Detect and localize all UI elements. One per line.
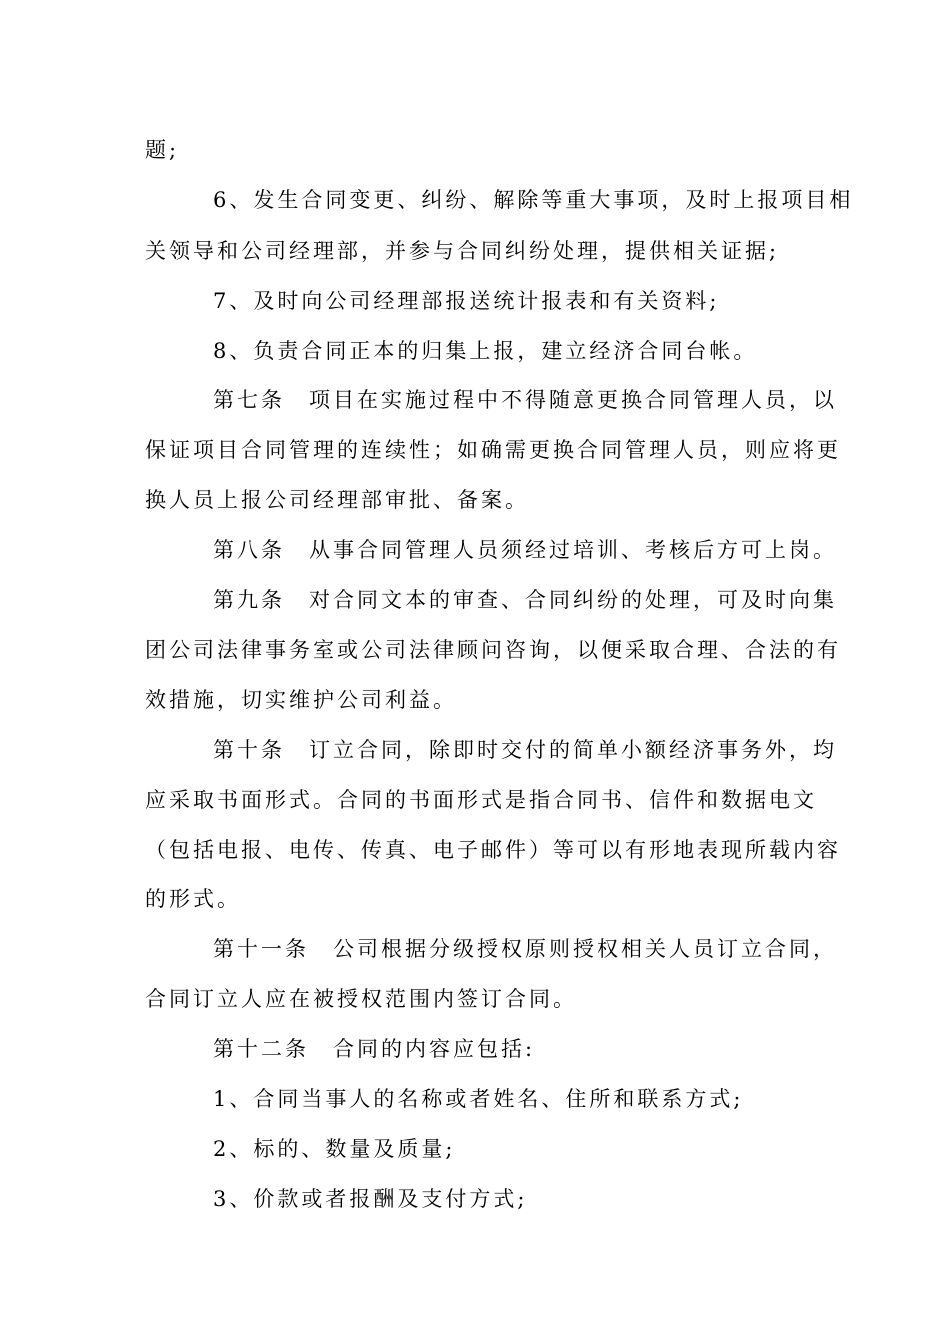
- text-line-15: （包括电报、电传、传真、电子邮件）等可以有形地表现所载内容: [145, 838, 841, 862]
- text-line-9: 第八条 从事合同管理人员须经过培训、考核后方可上岗。: [213, 538, 837, 562]
- text-line-4: 7、及时向公司经理部报送统计报表和有关资料;: [213, 289, 720, 313]
- text-line-5: 8、负责合同正本的归集上报，建立经济合同台帐。: [213, 339, 758, 363]
- text-line-14: 应采取书面形式。合同的书面形式是指合同书、信件和数据电文: [145, 788, 817, 812]
- text-line-10: 第九条 对合同文本的审查、合同纠纷的处理，可及时向集: [213, 588, 837, 612]
- text-line-12: 效措施，切实维护公司利益。: [145, 688, 457, 712]
- text-line-1: 题;: [145, 138, 180, 162]
- text-line-16: 的形式。: [145, 887, 241, 911]
- text-line-18: 合同订立人应在被授权范围内签订合同。: [145, 987, 577, 1011]
- text-line-19: 第十二条 合同的内容应包括:: [213, 1037, 536, 1061]
- text-line-3: 关领导和公司经理部，并参与合同纠纷处理，提供相关证据;: [145, 239, 780, 263]
- text-line-8: 换人员上报公司经理部审批、备案。: [145, 488, 529, 512]
- text-line-6: 第七条 项目在实施过程中不得随意更换合同管理人员，以: [213, 388, 837, 412]
- text-line-17: 第十一条 公司根据分级授权原则授权相关人员订立合同，: [213, 937, 837, 961]
- text-line-11: 团公司法律事务室或公司法律顾问咨询，以便采取合理、合法的有: [145, 638, 841, 662]
- text-line-22: 3、价款或者报酬及支付方式;: [213, 1187, 528, 1211]
- text-line-20: 1、合同当事人的名称或者姓名、住所和联系方式;: [213, 1087, 744, 1111]
- text-line-13: 第十条 订立合同，除即时交付的简单小额经济事务外，均: [213, 738, 837, 762]
- text-line-2: 6、发生合同变更、纠纷、解除等重大事项，及时上报项目相: [213, 188, 854, 212]
- text-line-21: 2、标的、数量及质量;: [213, 1137, 456, 1161]
- text-line-7: 保证项目合同管理的连续性；如确需更换合同管理人员，则应将更: [145, 438, 841, 462]
